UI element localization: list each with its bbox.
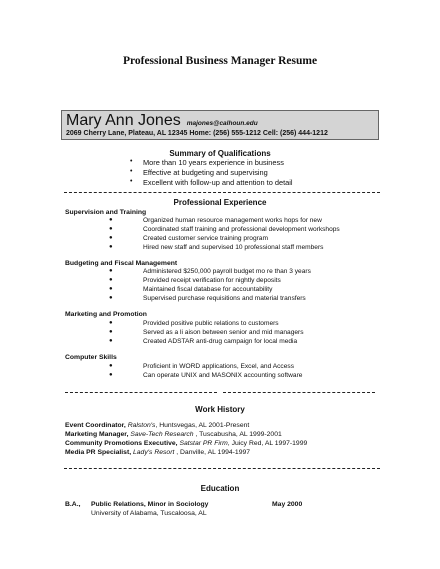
school-name: University of Alabama, Tuscaloosa, AL	[91, 510, 207, 517]
experience-item: Can operate UNIX and MASONIX accounting software	[143, 372, 303, 379]
job-details: , Danville, AL 1994-1997	[174, 449, 251, 456]
job-details: , Huntsvegas, AL 2001-Present	[155, 422, 250, 429]
section-divider	[64, 192, 380, 193]
name-header-box	[61, 110, 379, 140]
work-history-entry	[65, 449, 250, 456]
section-divider	[223, 392, 375, 393]
education-heading: Education	[200, 484, 240, 493]
bullet-icon: ●	[109, 320, 113, 326]
work-history-entry	[65, 440, 307, 447]
experience-item: Maintained fiscal database for accountability	[143, 286, 273, 293]
summary-item: More than 10 years experience in business	[143, 158, 284, 167]
degree-major: Public Relations, Minor in Sociology	[91, 501, 209, 508]
bullet-icon: ●	[109, 338, 113, 344]
job-title: Community Promotions Executive,	[65, 440, 178, 447]
experience-group-title: Budgeting and Fiscal Management	[65, 260, 178, 267]
experience-group-title: Supervision and Training	[65, 209, 147, 216]
experience-item: Administered $250,000 payroll budget mo re than 3 years	[143, 268, 311, 275]
bullet-icon: ●	[109, 286, 113, 292]
job-details: , Tuscabusha, AL 1999-2001	[193, 431, 282, 438]
summary-item: Effective at budgeting and supervising	[143, 168, 268, 177]
experience-item: Organized human resource management works hops for new	[143, 217, 322, 224]
experience-item: Served as a li aison between senior and mid managers	[143, 329, 304, 336]
experience-item: Hired new staff and supervised 10 professional staff members	[143, 244, 324, 251]
experience-item: Coordinated staff training and professional development workshops	[143, 226, 340, 233]
experience-item: Provided receipt verification for nightly deposits	[143, 277, 281, 284]
section-divider	[64, 468, 380, 469]
bullet-icon: ●	[109, 363, 113, 369]
email-address[interactable]: majones@calhoun.edu	[186, 120, 258, 127]
experience-item: Proficient in WORD applications, Excel, and Access	[143, 363, 294, 370]
job-title: Marketing Manager,	[65, 431, 129, 438]
employer: Satstar PR Firm	[179, 440, 228, 447]
candidate-name: Mary Ann Jones	[66, 112, 181, 129]
name-line	[66, 112, 258, 130]
job-title: Event Coordinator,	[65, 422, 126, 429]
bullet-icon: ●	[109, 295, 113, 301]
experience-group-title: Marketing and Promotion	[65, 311, 147, 318]
employer: Lady's Resort	[133, 449, 175, 456]
bullet-icon: ●	[109, 277, 113, 283]
bullet-icon: •	[130, 178, 133, 185]
work-history-entry	[65, 431, 282, 438]
bullet-icon: ●	[109, 268, 113, 274]
graduation-date: May 2000	[272, 501, 303, 508]
bullet-icon: ●	[109, 244, 113, 250]
document-title: Professional Business Manager Resume	[122, 55, 318, 67]
work-history-heading: Work History	[195, 405, 245, 414]
degree: B.A.,	[65, 501, 81, 508]
summary-item: Excellent with follow-up and attention to detail	[143, 178, 293, 187]
experience-item: Created ADSTAR anti-drug campaign for local media	[143, 338, 298, 345]
bullet-icon: •	[130, 168, 133, 175]
bullet-icon: ●	[109, 235, 113, 241]
summary-heading: Summary of Qualifications	[169, 149, 271, 158]
bullet-icon: •	[130, 158, 133, 165]
experience-item: Supervised purchase requisitions and material transfers	[143, 295, 306, 302]
bullet-icon: ●	[109, 372, 113, 378]
section-divider	[65, 392, 217, 393]
bullet-icon: ●	[109, 226, 113, 232]
employer: Save-Tech Research	[130, 431, 194, 438]
bullet-icon: ●	[109, 329, 113, 335]
experience-group-title: Computer Skills	[65, 354, 117, 361]
employer: Ralston's	[127, 422, 156, 429]
job-title: Media PR Specialist,	[65, 449, 132, 456]
contact-line: 2069 Cherry Lane, Plateau, AL 12345 Home: (256) 555-1212 Cell: (256) 444-1212	[66, 130, 328, 137]
experience-item: Provided positive public relations to customers	[143, 320, 279, 327]
job-details: , Juicy Red, AL 1997-1999	[227, 440, 308, 447]
work-history-entry	[65, 422, 249, 429]
experience-item: Created customer service training program	[143, 235, 268, 242]
experience-heading: Professional Experience	[173, 198, 267, 207]
bullet-icon: ●	[109, 217, 113, 223]
